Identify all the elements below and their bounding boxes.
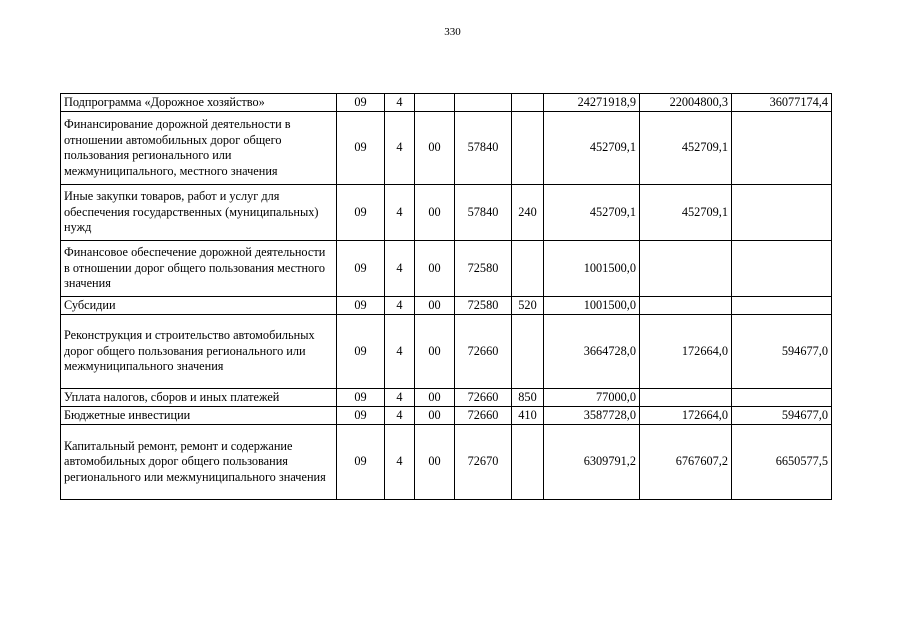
cell-sum-year-2: 172664,0 [640,315,732,389]
cell-expense-type [512,112,544,185]
cell-expense-type: 520 [512,297,544,315]
row-name: Реконструкция и строительство автомобильных дорог общего пользования регионального или межмуниципального значения [61,315,337,389]
cell-target-code: 00 [415,297,455,315]
table-row [61,112,832,185]
table-row [61,407,832,425]
page-number: 330 [444,26,461,38]
cell-subsection: 4 [385,315,415,389]
cell-sum-year-2: 452709,1 [640,185,732,241]
cell-section: 09 [337,407,385,425]
row-name: Бюджетные инвестиции [61,407,337,425]
cell-sum-year-3: 594677,0 [732,407,832,425]
cell-expense-type [512,425,544,500]
cell-subsection: 4 [385,185,415,241]
cell-target-code: 00 [415,389,455,407]
cell-subsection: 4 [385,407,415,425]
budget-table [60,93,832,500]
cell-sum-year-3 [732,112,832,185]
cell-target-code: 00 [415,185,455,241]
row-name: Уплата налогов, сборов и иных платежей [61,389,337,407]
cell-sum-year-1: 452709,1 [544,185,640,241]
cell-sum-year-3: 36077174,4 [732,94,832,112]
cell-target-article: 72660 [455,389,512,407]
cell-target-article: 57840 [455,185,512,241]
cell-sum-year-2 [640,389,732,407]
cell-subsection: 4 [385,425,415,500]
cell-target-article: 72580 [455,297,512,315]
cell-sum-year-1: 77000,0 [544,389,640,407]
cell-sum-year-1: 1001500,0 [544,241,640,297]
table-row [61,241,832,297]
cell-sum-year-3 [732,185,832,241]
cell-subsection: 4 [385,112,415,185]
cell-target-article: 72580 [455,241,512,297]
table-row [61,94,832,112]
row-name: Финансовое обеспечение дорожной деятельности в отношении дорог общего пользования местного значения [61,241,337,297]
cell-sum-year-1: 6309791,2 [544,425,640,500]
cell-target-article: 57840 [455,112,512,185]
cell-target-article: 72660 [455,407,512,425]
table-row [61,425,832,500]
cell-sum-year-2: 22004800,3 [640,94,732,112]
cell-sum-year-2: 172664,0 [640,407,732,425]
cell-expense-type: 240 [512,185,544,241]
cell-target-code: 00 [415,241,455,297]
cell-subsection: 4 [385,297,415,315]
cell-expense-type [512,241,544,297]
cell-target-code: 00 [415,315,455,389]
row-name: Иные закупки товаров, работ и услуг для обеспечения государственных (муниципальных) нужд [61,185,337,241]
row-name: Финансирование дорожной деятельности в отношении автомобильных дорог общего пользования регионального или межмуниципального, местного значения [61,112,337,185]
cell-sum-year-3: 594677,0 [732,315,832,389]
cell-target-article [455,94,512,112]
table-row [61,297,832,315]
cell-sum-year-2: 6767607,2 [640,425,732,500]
cell-section: 09 [337,425,385,500]
cell-sum-year-2 [640,297,732,315]
cell-sum-year-1: 24271918,9 [544,94,640,112]
row-name: Подпрограмма «Дорожное хозяйство» [61,94,337,112]
cell-subsection: 4 [385,94,415,112]
table-row [61,389,832,407]
cell-section: 09 [337,297,385,315]
table-row [61,185,832,241]
cell-expense-type [512,315,544,389]
cell-sum-year-1: 3587728,0 [544,407,640,425]
row-name: Субсидии [61,297,337,315]
cell-expense-type: 850 [512,389,544,407]
cell-sum-year-1: 3664728,0 [544,315,640,389]
cell-target-code: 00 [415,112,455,185]
cell-target-code: 00 [415,425,455,500]
cell-sum-year-3: 6650577,5 [732,425,832,500]
cell-expense-type [512,94,544,112]
cell-section: 09 [337,185,385,241]
cell-sum-year-3 [732,389,832,407]
cell-sum-year-1: 1001500,0 [544,297,640,315]
cell-sum-year-2: 452709,1 [640,112,732,185]
cell-section: 09 [337,315,385,389]
cell-section: 09 [337,94,385,112]
cell-subsection: 4 [385,389,415,407]
cell-sum-year-3 [732,297,832,315]
row-name: Капитальный ремонт, ремонт и содержание автомобильных дорог общего пользования регионального или межмуниципального значения [61,425,337,500]
cell-target-code: 00 [415,407,455,425]
cell-section: 09 [337,112,385,185]
cell-sum-year-3 [732,241,832,297]
cell-target-code [415,94,455,112]
cell-sum-year-1: 452709,1 [544,112,640,185]
cell-target-article: 72670 [455,425,512,500]
cell-sum-year-2 [640,241,732,297]
cell-subsection: 4 [385,241,415,297]
cell-target-article: 72660 [455,315,512,389]
table-row [61,315,832,389]
cell-expense-type: 410 [512,407,544,425]
cell-section: 09 [337,389,385,407]
cell-section: 09 [337,241,385,297]
